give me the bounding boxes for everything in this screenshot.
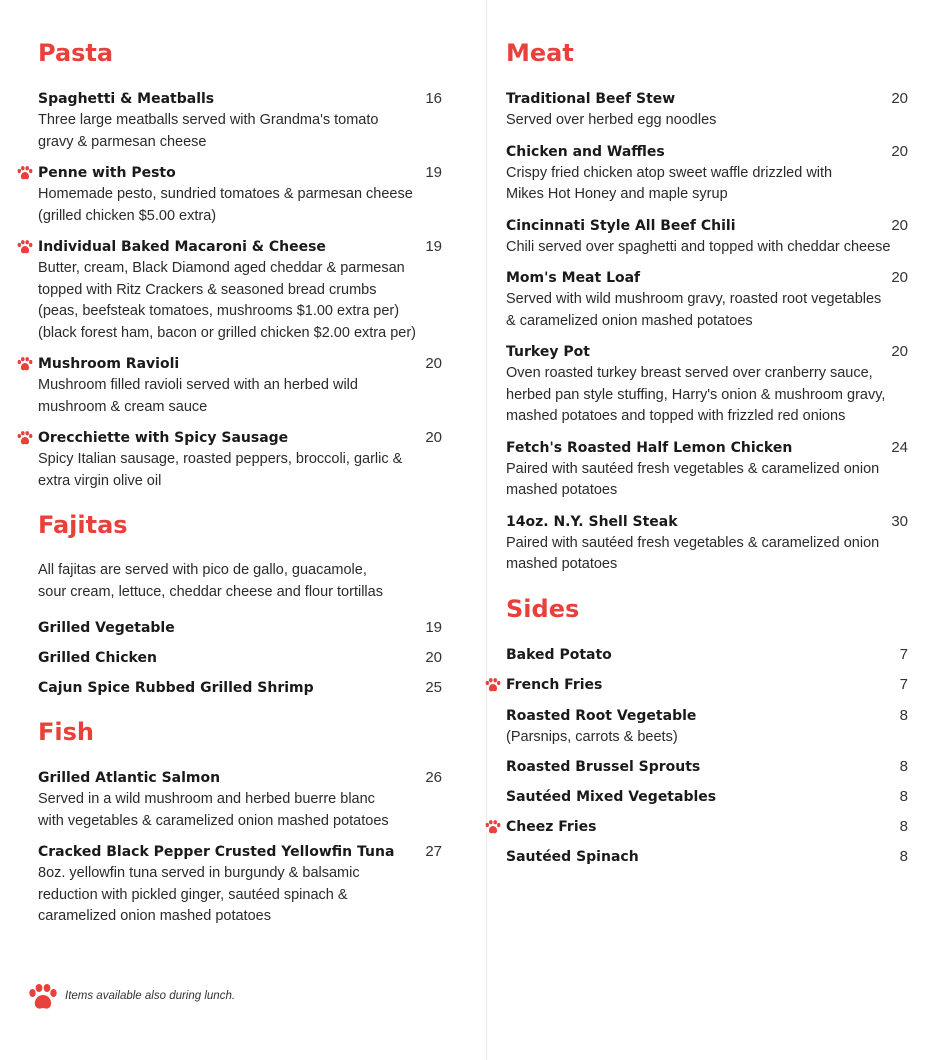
menu-section-fajitas	[38, 510, 442, 699]
item-name: Grilled Atlantic Salmon	[38, 770, 221, 786]
item-price: 7	[899, 645, 908, 663]
menu-item	[506, 846, 908, 868]
item-name: Traditional Beef Stew	[506, 91, 676, 107]
item-description: Served in a wild mushroom and herbed buerre blanc	[38, 791, 375, 807]
item-name: Cheez Fries	[506, 819, 597, 835]
item-description: Mikes Hot Honey and maple syrup	[506, 186, 728, 202]
item-name: Baked Potato	[506, 646, 612, 663]
menu-item	[38, 841, 442, 928]
menu-item	[506, 705, 908, 749]
menu-item	[506, 437, 908, 502]
item-name: 14oz. N.Y. Shell Steak	[506, 513, 678, 530]
item-name: Roasted Root Vegetable	[506, 707, 697, 724]
menu-item	[38, 353, 442, 418]
menu-item	[506, 674, 908, 696]
item-price: 20	[891, 216, 908, 234]
item-name: Individual Baked Macaroni & Cheese	[38, 239, 326, 255]
item-description: mashed potatoes	[506, 556, 618, 572]
section-heading: Sides	[506, 594, 580, 623]
item-name: French Fries	[506, 676, 603, 693]
paw-print-icon	[485, 678, 501, 692]
item-description: with vegetables & caramelized onion mashed potatoes	[38, 812, 389, 829]
menu-item	[38, 677, 442, 699]
item-price: 19	[425, 619, 442, 636]
menu-item	[506, 215, 908, 259]
item-name: Penne with Pesto	[38, 165, 176, 181]
item-name: Orecchiette with Spicy Sausage	[38, 430, 289, 446]
item-price: 20	[891, 90, 908, 107]
menu-item	[38, 647, 442, 669]
item-price: 8	[899, 706, 908, 724]
item-name: Roasted Brussel Sprouts	[506, 759, 701, 775]
item-description: Mushroom filled ravioli served with an herbed wild	[38, 377, 358, 393]
item-description: Homemade pesto, sundried tomatoes & parmesan cheese	[38, 186, 413, 202]
item-price: 27	[425, 843, 442, 860]
item-price: 26	[425, 769, 442, 786]
item-price: 20	[425, 649, 442, 666]
paw-print-icon	[17, 431, 33, 445]
paw-print-icon	[17, 166, 33, 180]
item-name: Cajun Spice Rubbed Grilled Shrimp	[38, 680, 314, 696]
menu-section-sides	[506, 594, 908, 869]
menu-item	[506, 88, 908, 132]
intro-line: sour cream, lettuce, cheddar cheese and flour tortillas	[38, 583, 383, 600]
paw-print-icon	[28, 984, 58, 1011]
menu-item	[38, 236, 442, 344]
section-heading: Fish	[38, 718, 94, 746]
menu-item	[38, 767, 442, 832]
item-name: Fetch's Roasted Half Lemon Chicken	[506, 439, 793, 456]
item-description: Oven roasted turkey breast served over cranberry sauce,	[506, 365, 873, 381]
menu-item	[506, 644, 908, 666]
item-name: Mushroom Ravioli	[38, 356, 180, 372]
paw-print-icon	[17, 357, 33, 371]
section-intro	[38, 560, 442, 603]
section-heading: Fajitas	[38, 511, 128, 539]
item-price: 19	[425, 164, 442, 181]
item-name: Chicken and Waffles	[506, 143, 665, 160]
menu-item	[506, 816, 908, 838]
item-price: 8	[899, 788, 908, 805]
paw-print-icon	[17, 240, 33, 254]
item-name: Sautéed Spinach	[506, 849, 639, 865]
item-name: Sautéed Mixed Vegetables	[506, 789, 717, 805]
item-price: 20	[891, 269, 908, 286]
footnote-text: Items available also during lunch.	[65, 990, 236, 1002]
item-description: topped with Ritz Crackers & seasoned bread crumbs	[38, 281, 377, 298]
item-description: gravy & parmesan cheese	[38, 133, 207, 150]
menu-item	[38, 162, 442, 227]
item-description: herbed pan style stuffing, Harry's onion & mushroom gravy,	[506, 386, 886, 403]
section-heading: Pasta	[38, 39, 114, 67]
menu-item	[38, 617, 442, 639]
item-price: 30	[891, 512, 908, 530]
item-price: 20	[891, 343, 908, 360]
right-column	[506, 38, 908, 868]
item-description: Butter, cream, Black Diamond aged cheddar & parmesan	[38, 260, 405, 276]
item-description: Served over herbed egg noodles	[506, 112, 717, 128]
item-name: Cracked Black Pepper Crusted Yellowfin Tuna	[38, 844, 395, 860]
item-price: 8	[899, 758, 908, 775]
item-description: caramelized onion mashed potatoes	[38, 908, 271, 924]
item-description: mashed potatoes	[506, 482, 618, 498]
menu-item	[506, 141, 908, 206]
item-price: 7	[899, 675, 908, 693]
item-name: Cincinnati Style All Beef Chili	[506, 217, 736, 234]
item-description: & caramelized onion mashed potatoes	[506, 312, 753, 329]
item-description: Paired with sautéed fresh vegetables & caramelized onion	[506, 460, 880, 477]
item-price: 8	[899, 818, 908, 835]
left-column	[38, 38, 442, 928]
menu-item	[506, 341, 908, 428]
menu-item	[38, 427, 442, 492]
menu-section-pasta	[38, 38, 442, 492]
item-name: Grilled Vegetable	[38, 620, 175, 636]
item-description: (Parsnips, carrots & beets)	[506, 728, 678, 745]
item-price: 25	[425, 679, 442, 696]
page-fold	[486, 0, 487, 1060]
menu-item	[506, 267, 908, 332]
item-description: Chili served over spaghetti and topped with cheddar cheese	[506, 238, 891, 255]
item-description: Spicy Italian sausage, roasted peppers, broccoli, garlic &	[38, 451, 403, 467]
item-description: Paired with sautéed fresh vegetables & caramelized onion	[506, 534, 880, 551]
item-description: (black forest ham, bacon or grilled chicken $2.00 extra per)	[38, 324, 416, 341]
paw-print-icon	[485, 820, 501, 834]
item-price: 20	[425, 355, 442, 372]
item-description: (peas, beefsteak tomatoes, mushrooms $1.00 extra per)	[38, 303, 400, 319]
item-description: reduction with pickled ginger, sautéed spinach &	[38, 886, 348, 903]
item-description: Crispy fried chicken atop sweet waffle drizzled with	[506, 164, 833, 181]
item-price: 8	[899, 848, 908, 865]
item-description: mushroom & cream sauce	[38, 398, 208, 415]
item-name: Mom's Meat Loaf	[506, 270, 641, 286]
item-price: 20	[891, 142, 908, 160]
menu-item	[38, 88, 442, 153]
item-description: extra virgin olive oil	[38, 472, 162, 489]
item-price: 24	[891, 438, 908, 456]
item-price: 19	[425, 238, 442, 255]
item-description: 8oz. yellowfin tuna served in burgundy & balsamic	[38, 865, 360, 881]
intro-line: All fajitas are served with pico de gallo, guacamole,	[38, 562, 367, 578]
item-description: mashed potatoes and topped with frizzled red onions	[506, 408, 846, 424]
item-price: 16	[425, 90, 442, 107]
menu-item	[506, 511, 908, 576]
menu-section-fish	[38, 717, 442, 928]
item-description: Three large meatballs served with Grandma's tomato	[38, 112, 379, 128]
item-description: (grilled chicken $5.00 extra)	[38, 207, 217, 224]
menu-item	[506, 786, 908, 808]
item-name: Spaghetti & Meatballs	[38, 91, 215, 107]
section-heading: Meat	[506, 39, 574, 67]
menu-item	[506, 756, 908, 778]
menu-section-meat	[506, 38, 908, 576]
item-name: Turkey Pot	[506, 344, 590, 360]
item-name: Grilled Chicken	[38, 650, 157, 666]
item-price: 20	[425, 429, 442, 446]
item-description: Served with wild mushroom gravy, roasted root vegetables	[506, 291, 882, 307]
